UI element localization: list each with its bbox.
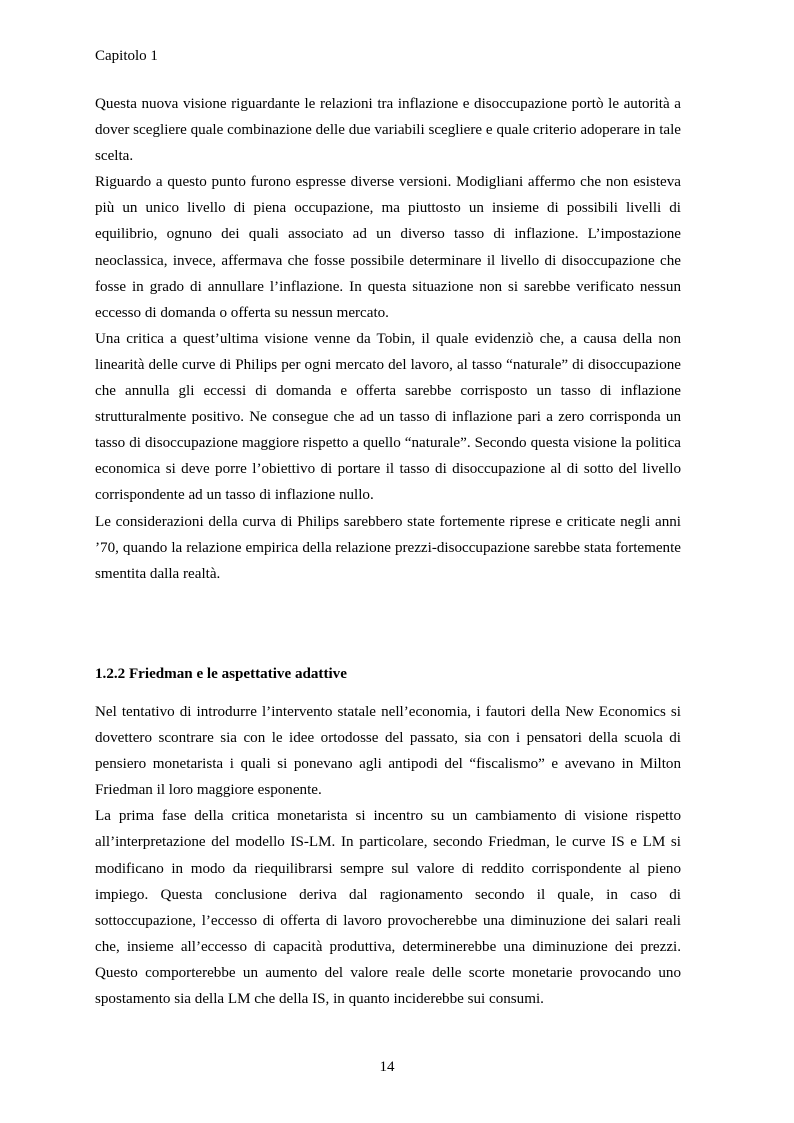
- paragraph: La prima fase della critica monetarista si incentro su un cambiamento di visione rispetto all’interpretazione del modello IS-LM. In particolare, secondo Friedman, le curve IS e LM si modificano in modo da riequilibrarsi sempre sul valore di reddito corrispondente al pieno impiego. Questa conclusione deriva dal ragionamento secondo il quale, in caso di sottoccupazione, l’eccesso di offerta di lavoro provocherebbe una diminuzione dei salari reali che, insieme all’eccesso di capacità produttiva, determinerebbe una diminuzione dei prezzi. Questo comporterebbe un aumento del valore reale delle scorte monetarie provocando uno spostamento sia della LM che della IS, in quanto inciderebbe sui consumi.: [95, 808, 681, 1008]
- paragraph: Riguardo a questo punto furono espresse diverse versioni. Modigliani affermo che non esisteva più un unico livello di piena occupazione, ma piuttosto un insieme di possibili livelli di equilibrio, ognuno dei quali associato ad un diverso tasso di inflazione. L’impostazione neoclassica, invece, affermava che fosse possibile determinare il livello di disoccupazione che fosse in grado di annullare l’inflazione. In questa situazione non si sarebbe verificato nessun eccesso di domanda o offerta su nessun mercato.: [95, 174, 681, 321]
- paragraph: Questa nuova visione riguardante le relazioni tra inflazione e disoccupazione portò le autorità a dover scegliere quale combinazione delle due variabili scegliere e quale criterio adoperare in tale scelta.: [95, 96, 681, 165]
- paragraph: Una critica a quest’ultima visione venne da Tobin, il quale evidenziò che, a causa della non linearità delle curve di Philips per ogni mercato del lavoro, al tasso “naturale” di disoccupazione che annulla gli eccessi di domanda e offerta sarebbe corrisposto un tasso di inflazione strutturalmente positivo. Ne consegue che ad un tasso di inflazione pari a zero corrisponda un tasso di disoccupazione maggiore rispetto a quello “naturale”. Secondo questa visione la politica economica si deve porre l’obiettivo di portare il tasso di disoccupazione al di sotto del livello corrispondente ad un tasso di inflazione nullo.: [95, 330, 681, 504]
- paragraph: Le considerazioni della curva di Philips sarebbero state fortemente riprese e criticate negli anni ’70, quando la relazione empirica della relazione prezzi-disoccupazione sarebbe stata fortemente smentita dalla realtà.: [95, 513, 681, 582]
- page-number: 14: [379, 1059, 395, 1075]
- running-header: Capitolo 1: [95, 48, 158, 64]
- body-text-after-section: [95, 699, 681, 1012]
- body-text-before-section: [95, 91, 681, 587]
- section-heading: 1.2.2 Friedman e le aspettative adattive: [95, 666, 347, 682]
- paragraph: Nel tentativo di introdurre l’intervento statale nell’economia, i fautori della New Economics si dovettero scontrare sia con le idee ortodosse del passato, sia con i pensatori della scuola di pensiero monetarista i quali si ponevano agli antipodi del “fiscalismo” e avevano in Milton Friedman il loro maggiore esponente.: [95, 704, 681, 799]
